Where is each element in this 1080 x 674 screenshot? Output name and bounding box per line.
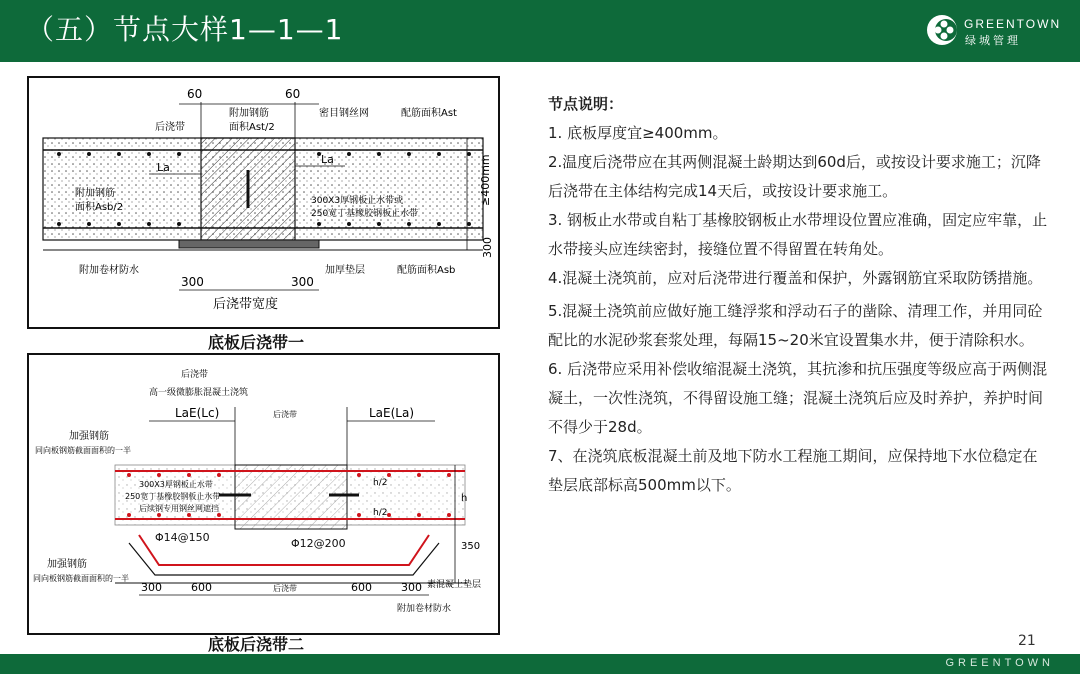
label-waterproof: 附加卷材防水 <box>397 604 452 614</box>
dim-60-left: 60 <box>187 87 203 101</box>
label-houjiaodai: 后浇带 <box>155 122 185 133</box>
label-lae-left: LaE(Lc) <box>175 406 220 420</box>
dim-300-l: 300 <box>141 581 162 594</box>
label-plate-3: 后续钢专用钢丝网遮挡 <box>139 504 219 513</box>
label-bar-b: Φ12@200 <box>291 537 346 550</box>
label-reinforce-1-note: 同向板钢筋截面面积的一半 <box>35 446 131 455</box>
notes-heading: 节点说明： <box>548 95 624 113</box>
label-reinforce-2-note: 同向板钢筋截面面积的一半 <box>33 574 129 583</box>
label-reinforce-2: 加强钢筋 <box>47 559 87 570</box>
dim-h: h <box>461 493 468 504</box>
footer-brand: GREENTOWN <box>945 657 1054 669</box>
figure-1-diagram <box>27 76 500 329</box>
dim-350: 350 <box>461 541 481 552</box>
note-item-3: 3. 钢板止水带或自粘丁基橡胶钢板止水带埋设位置应准确，固定应牢靠，止水带接头应连续密封，接缝位置不得留置在转角处。 <box>548 211 1048 258</box>
dim-300-r: 300 <box>401 581 422 594</box>
dim-h2-b: h/2 <box>373 508 388 518</box>
label-plate-2: 250宽丁基橡胶钢板止水带 <box>125 492 221 501</box>
greentown-logo-icon <box>924 12 960 48</box>
logo-text-cn: 绿城管理 <box>965 34 1021 47</box>
page-title: （五）节点大样1—1—1 <box>26 13 344 46</box>
header-bar <box>0 0 1080 62</box>
note-item-5: 5.混凝土浇筑前应做好施工缝浮浆和浮动石子的凿除、清理工作，并用同砼配比的水泥砂浆套浆处理，每隔15~20米宜设置集水井，便于清除积水。 <box>548 302 1043 349</box>
page-number: 21 <box>1018 633 1036 649</box>
label-extra-rebar-bottom-area: 面积Asb/2 <box>75 202 124 213</box>
note-item-6: 6. 后浇带应采用补偿收缩混凝土浇筑，其抗渗和抗压强度等级应高于两侧混凝土，一次性浇筑，不得留设施工缝；混凝土浇筑后应及时养护，养护时间不得少于28d。 <box>548 360 1048 436</box>
figure-2-diagram <box>27 353 500 635</box>
label-extra-rebar-bottom: 附加钢筋 <box>75 188 115 199</box>
label-steel-plate-1: 300X3厚钢板止水带或 <box>311 196 404 206</box>
note-item-1: 1. 底板厚度宜≥400mm。 <box>548 124 728 142</box>
dim-300-right: 300 <box>481 237 494 258</box>
label-waterproof: 附加卷材防水 <box>79 265 139 276</box>
node-notes <box>548 90 1048 500</box>
label-mesh: 密目钢丝网 <box>319 108 369 119</box>
figure-2-svg <box>29 355 498 633</box>
label-plain-concrete: 素混凝土垫层 <box>427 580 482 590</box>
dim-600-l: 600 <box>191 581 212 594</box>
label-extra-rebar-top-area: 面积Ast/2 <box>229 122 275 133</box>
note-item-4: 4.混凝土浇筑前，应对后浇带进行覆盖和保护，外露钢筋宜采取防锈措施。 <box>548 269 1043 287</box>
dim-60-right: 60 <box>285 87 301 101</box>
dim-300-b: 300 <box>291 275 314 289</box>
label-la-left: La <box>157 161 170 174</box>
label-width: 后浇带宽度 <box>213 297 279 312</box>
logo-text-en: GREENTOWN <box>964 17 1062 31</box>
label-steel-plate-2: 250宽丁基橡胶钢板止水带 <box>311 209 419 219</box>
note-item-2: 2.温度后浇带应在其两侧混凝土龄期达到60d后，或按设计要求施工；沉降后浇带在主体结构完成14天后，或按设计要求施工。 <box>548 153 1041 200</box>
figure-1-svg <box>29 78 498 327</box>
dim-h2-a: h/2 <box>373 478 388 488</box>
label-houjiaodai-small: 后浇带 <box>273 410 297 419</box>
label-rebar-area-top: 配筋面积Ast <box>401 108 457 119</box>
note-item-7: 7、在浇筑底板混凝土前及地下防水工程施工期间，应保持地下水位稳定在垫层底部标高500mm以下。 <box>548 447 1038 494</box>
logo <box>924 12 1064 48</box>
label-lae-right: LaE(La) <box>369 406 415 420</box>
figure-1-caption: 底板后浇带一 <box>208 333 305 352</box>
label-reinforce-1: 加强钢筋 <box>69 431 109 442</box>
label-thick-pad: 加厚垫层 <box>325 265 365 276</box>
label-extra-rebar-top: 附加钢筋 <box>229 108 269 119</box>
label-concrete-note: 高一级微膨胀混凝土浇筑 <box>149 388 249 398</box>
label-bar-a: Φ14@150 <box>155 531 210 544</box>
dim-400: ≥400mm <box>479 154 492 206</box>
footer-bar <box>0 654 1080 674</box>
dim-300-a: 300 <box>181 275 204 289</box>
label-plate-1: 300X3厚钢板止水带 <box>139 480 213 489</box>
figure-2-caption: 底板后浇带二 <box>208 635 305 654</box>
label-houjiaodai: 后浇带 <box>181 370 209 380</box>
label-rebar-area-bottom: 配筋面积Asb <box>397 265 456 276</box>
dim-600-r: 600 <box>351 581 372 594</box>
label-houjiaodai-bottom: 后浇带 <box>273 584 297 593</box>
label-la-right: La <box>321 153 334 166</box>
